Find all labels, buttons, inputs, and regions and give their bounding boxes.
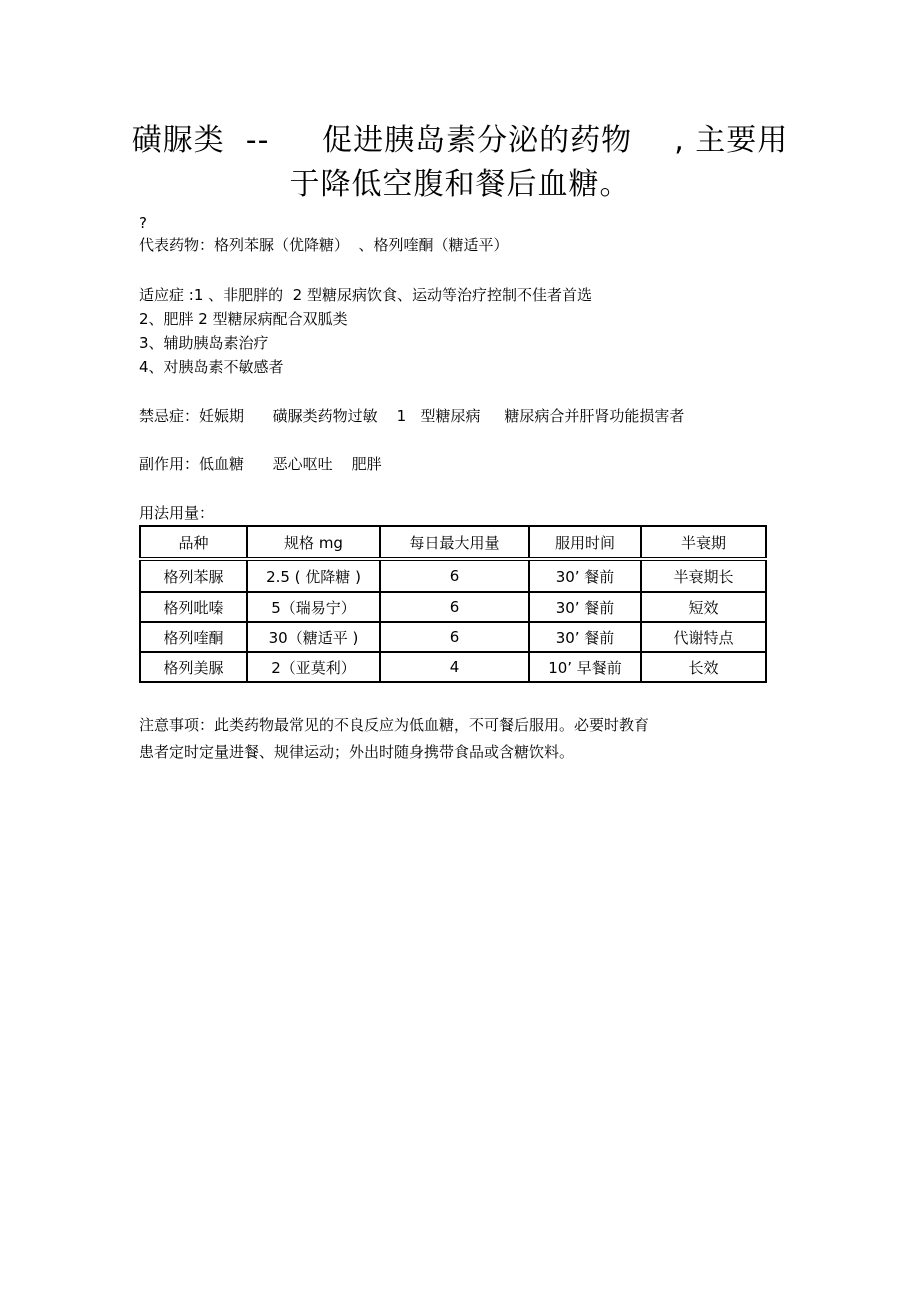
- representative-drugs: 代表药物：格列苯脲（优降糖） 、格列喹酮（糖适平）: [139, 236, 509, 254]
- table-row: [140, 652, 766, 682]
- indications-line-2: 2、肥胖 2 型糖尿病配合双胍类: [139, 310, 348, 328]
- cell-spec: 5（瑞易宁）: [247, 592, 380, 622]
- usage-label: 用法用量：: [139, 504, 215, 522]
- cell-timing: 30’ 餐前: [529, 559, 641, 592]
- cell-max-dose: 4: [380, 652, 529, 682]
- cell-max-dose: 6: [380, 559, 529, 592]
- notes-line-2: 患者定时定量进餐、规律运动；外出时随身携带食品或含糖饮料。: [139, 743, 575, 761]
- cell-spec: 30（糖适平 ): [247, 622, 380, 652]
- cell-variety: 格列吡嗪: [140, 592, 247, 622]
- cell-timing: 30’ 餐前: [529, 622, 641, 652]
- indications-line-4: 4、对胰岛素不敏感者: [139, 358, 284, 376]
- notes-line-1: 注意事项：此类药物最常见的不良反应为低血糖，不可餐后服用。必要时教育: [139, 716, 650, 734]
- table-header-row: [140, 526, 766, 559]
- table-row: [140, 559, 766, 592]
- cell-spec: 2（亚莫利）: [247, 652, 380, 682]
- cell-half-life: 半衰期长: [641, 559, 766, 592]
- cell-timing: 30’ 餐前: [529, 592, 641, 622]
- cell-half-life: 短效: [641, 592, 766, 622]
- cell-max-dose: 6: [380, 592, 529, 622]
- indications-line-3: 3、辅助胰岛素治疗: [139, 334, 269, 352]
- marker: ?: [139, 214, 147, 232]
- table-row: [140, 592, 766, 622]
- header-max-daily-dose: 每日最大用量: [380, 526, 529, 559]
- header-half-life: 半衰期: [641, 526, 766, 559]
- cell-timing: 10’ 早餐前: [529, 652, 641, 682]
- title-line-1: 磺脲类 -- 促进胰岛素分泌的药物 , 主要用: [131, 123, 789, 158]
- cell-spec: 2.5 ( 优降糖 ): [247, 559, 380, 592]
- cell-half-life: 代谢特点: [641, 622, 766, 652]
- contraindications: 禁忌症：妊娠期 磺脲类药物过敏 1 型糖尿病 糖尿病合并肝肾功能损害者: [139, 407, 685, 425]
- cell-variety: 格列喹酮: [140, 622, 247, 652]
- cell-variety: 格列苯脲: [140, 559, 247, 592]
- title-line-2: 于降低空腹和餐后血糖。: [289, 167, 631, 202]
- cell-variety: 格列美脲: [140, 652, 247, 682]
- cell-half-life: 长效: [641, 652, 766, 682]
- header-variety: 品种: [140, 526, 247, 559]
- header-timing: 服用时间: [529, 526, 641, 559]
- table-row: [140, 622, 766, 652]
- header-spec: 规格 mg: [247, 526, 380, 559]
- indications-line-1: 适应症 :1 、非肥胖的 2 型糖尿病饮食、运动等治疗控制不佳者首选: [139, 286, 592, 304]
- side-effects: 副作用：低血糖 恶心呕吐 肥胖: [139, 455, 382, 473]
- cell-max-dose: 6: [380, 622, 529, 652]
- dosage-table: [139, 525, 767, 683]
